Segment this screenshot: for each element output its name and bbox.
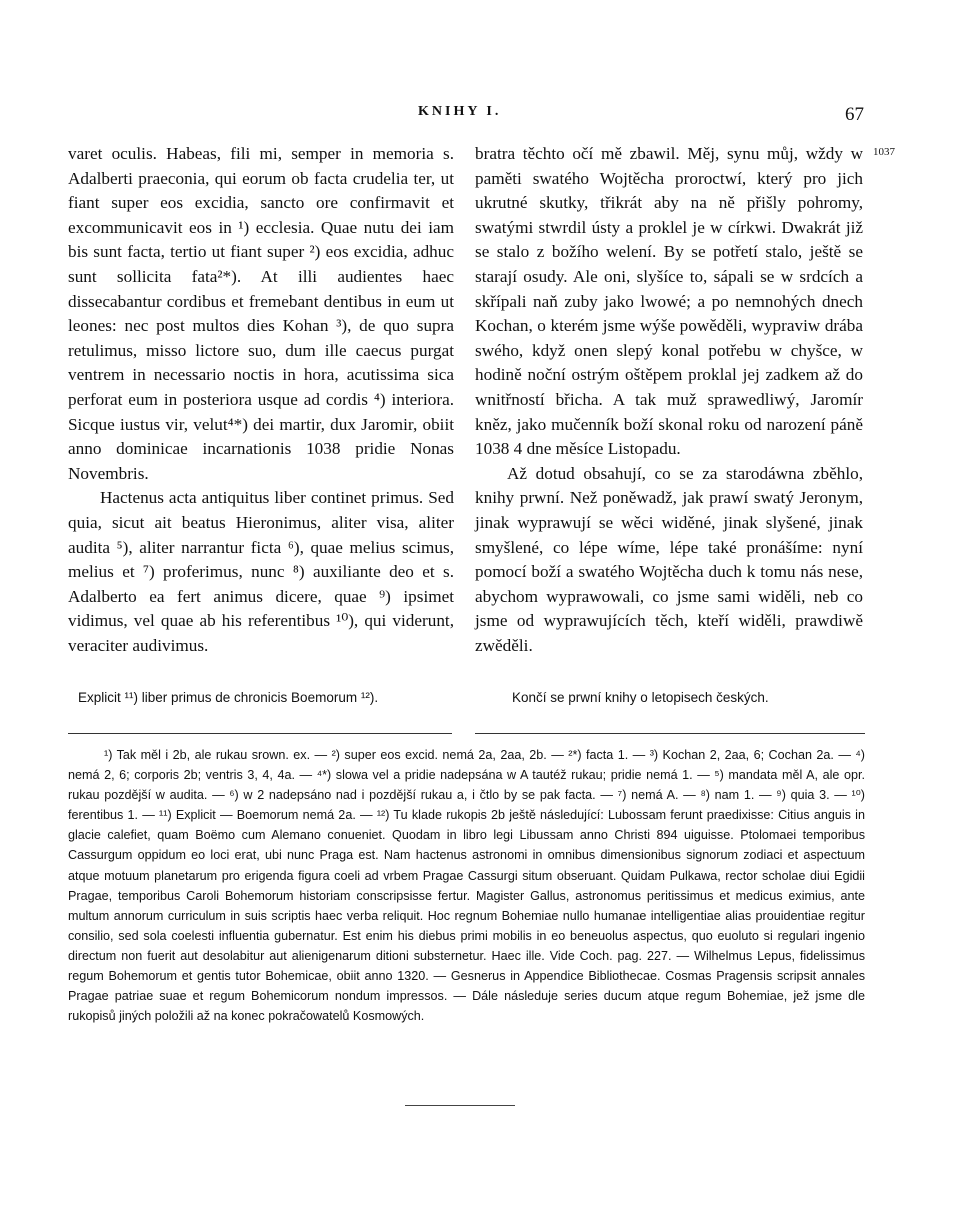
czech-explicit: Končí se prwní knihy o letopisech českých. — [512, 690, 769, 705]
latin-paragraph-1: varet oculis. Habeas, fili mi, semper in memoria s. Adalberti praeconia, qui eorum ob facta crudelia ter, ut fiant super eos excidia, sancto ore confirmavit et excommunicavit eos in ¹) ecclesia. Quae nutu dei iam bis sunt facta, tertio ut fiant super ²) eos excidia, adhuc sunt sollicita fata²*). At illi audientes haec dissecabantur cordibus et fremebant dentibus in eum ut leones: nec post multos dies Kohan ³), de quo supra retulimus, misso lictore suo, dum ille caecus purgat ventrem in necessario noctis in hora, acutissima sica perforat eum in posteriora usque ad cordis ⁴) interiora. Sicque iustus vir, velut⁴*) dei martir, dux Jaromir, obiit anno dominicae incarnationis 1038 pridie Nonas Novembris. — [68, 144, 454, 483]
margin-year-number: 1037 — [873, 146, 895, 158]
latin-paragraph-2: Hactenus acta antiquitus liber continet primus. Sed quia, sicut ait beatus Hieronimus, aliter visa, aliter audita ⁵), aliter narrantur ficta ⁶), quae melius scimus, melius et ⁷) proferimus, nunc ⁸) auxiliante deo et s. Adalberto ea fert animus dicere, quae ⁹) ipsimet vidimus, vel quae ab his referentibus ¹⁰), qui viderunt, veraciter audivimus. — [68, 488, 454, 655]
footnote-text: ¹) Tak měl i 2b, ale rukau srown. ex. — ²) super eos excid. nemá 2a, 2aa, 2b. — ²*) facta 1. — ³) Kochan 2, 2aa, 6; Cochan 2a. — ⁴) nemá 2, 6; corporis 2b; ventris 3, 4, 4a. — ⁴*) slowa vel a pridie nadepsána w A tautéž rukau; pridie nemá 1. — ⁵) mandata měl A, ale opr. rukau pozdější w audita. — ⁶) w 2 nadepsáno nad i pozdější rukau a, i čtlo by se pak facta. — ⁷) nemá A. — ⁸) nam 1. — ⁹) quia 3. — ¹⁰) ferentibus 1. — ¹¹) Explicit — Boemorum nemá 2a. — ¹²) Tu klade rukopis 2b ještě následující: Lubossam ferunt praedixisse: Citius anguis in glacie calefiet, quam Boëmo cum Alemano conueniet. Quodam in libro legi Libussam anno Christi 894 uiguisse. Ptolomaei temporibus Cassurgum oppidum eo loci erat, ubi nunc Praga est. Nam hactenus astronomi in omnibus dimensionibus signorum zodiaci et aspectuum atque motuum planetarum pro erigenda figura coeli ad vrbem Pragae Cassurgi situm obseruant. Quidam Pulkawa, rector scholae diui Egidii Pragae, temporibus Caroli Bohemorum historiam conscripsisse fertur. Magister Gallus, astronomus peritissimus et medicus eximius, ante multum annorum curriculum in suis scriptis haec verba reliquit. Hoc regnum Bohemiae nullo humanae intelligentiae alias prouidentiae regitur consilio, sed sola coelesti influentia gubernatur. Est enim his diebus primi mobilis in eo beneuolus aspectus, quo euoluto si regulari ingenio directum non fuerit aut desolabitur aut alienigenarum ditioni substernetur. Haec ille. Vide Coch. pag. 227. — Wilhelmus Lepus, fidelissimus regum Bohemorum et gentis tutor Bohemicae, obiit anno 1320. — Gesnerus in Appendice Bibliothecae. Cosmas Pragensis scripsit annales Pragae patriae suae et regum Bohemicorum nondum impressos. — Dále následuje series ducum atque regum Bohemiae, jež jsme dle rukopisů jiných položili až na konec pokračowatelů Kosmowých. — [68, 748, 865, 1024]
czech-paragraph-2: Až dotud obsahují, co se za starodáwna zběhlo, knihy prwní. Než poněwadž, jak prawí swatý Jeronym, jinak wyprawují se wěci widěné, jinak slyšené, jinak smyšlené, co lépe wíme, lépe také pronášíme: nyní pomocí boží a swatého Wojtěcha duch k tomu nás nese, abychom wyprawowali, co jsme sami widěli, neb co jsme od wyprawujících těch, kteří widěli, prawdiwě zwěděli. — [475, 463, 863, 655]
footnote-rule-right — [475, 733, 865, 734]
running-head: KNIHY I. — [418, 104, 502, 119]
end-rule — [405, 1105, 515, 1106]
latin-explicit: Explicit ¹¹) liber primus de chronicis Boemorum ¹²). — [78, 690, 379, 705]
czech-paragraph-1: bratra těchto očí mě zbawil. Měj, synu můj, wždy w paměti swatého Wojtěcha proroctwí, který pro jich ukrutné skutky, třikrát aby na ně přišly pohromy, swatými stwrdil ústy a proklel je w církwi. Dwakrát již se stalo z božího welení. By se potřetí stalo, ještě se starají osudy. Ale oni, slyšíce to, sápali se w srdcích a skřípali naň zuby jako lwowé; a po nemnohých dnech Kochan, o kterém jsme wýše powěděli, wypraviw drába swého, když onen slepý konal potřebu w chyšce, w hodině noční ostrým oštěpem proklal jej zadkem až do wnitřností břicha. A tak muž sprawedliwý, Jaromír kněz, jako mučenník boží skonal roku od narození páně 1038 4 dne měsíce Listopadu. — [475, 144, 863, 459]
latin-column — [68, 142, 454, 658]
footnote-rule-left — [68, 733, 452, 734]
footnotes — [68, 745, 865, 1026]
page-number: 67 — [845, 104, 864, 125]
czech-column — [475, 142, 863, 658]
